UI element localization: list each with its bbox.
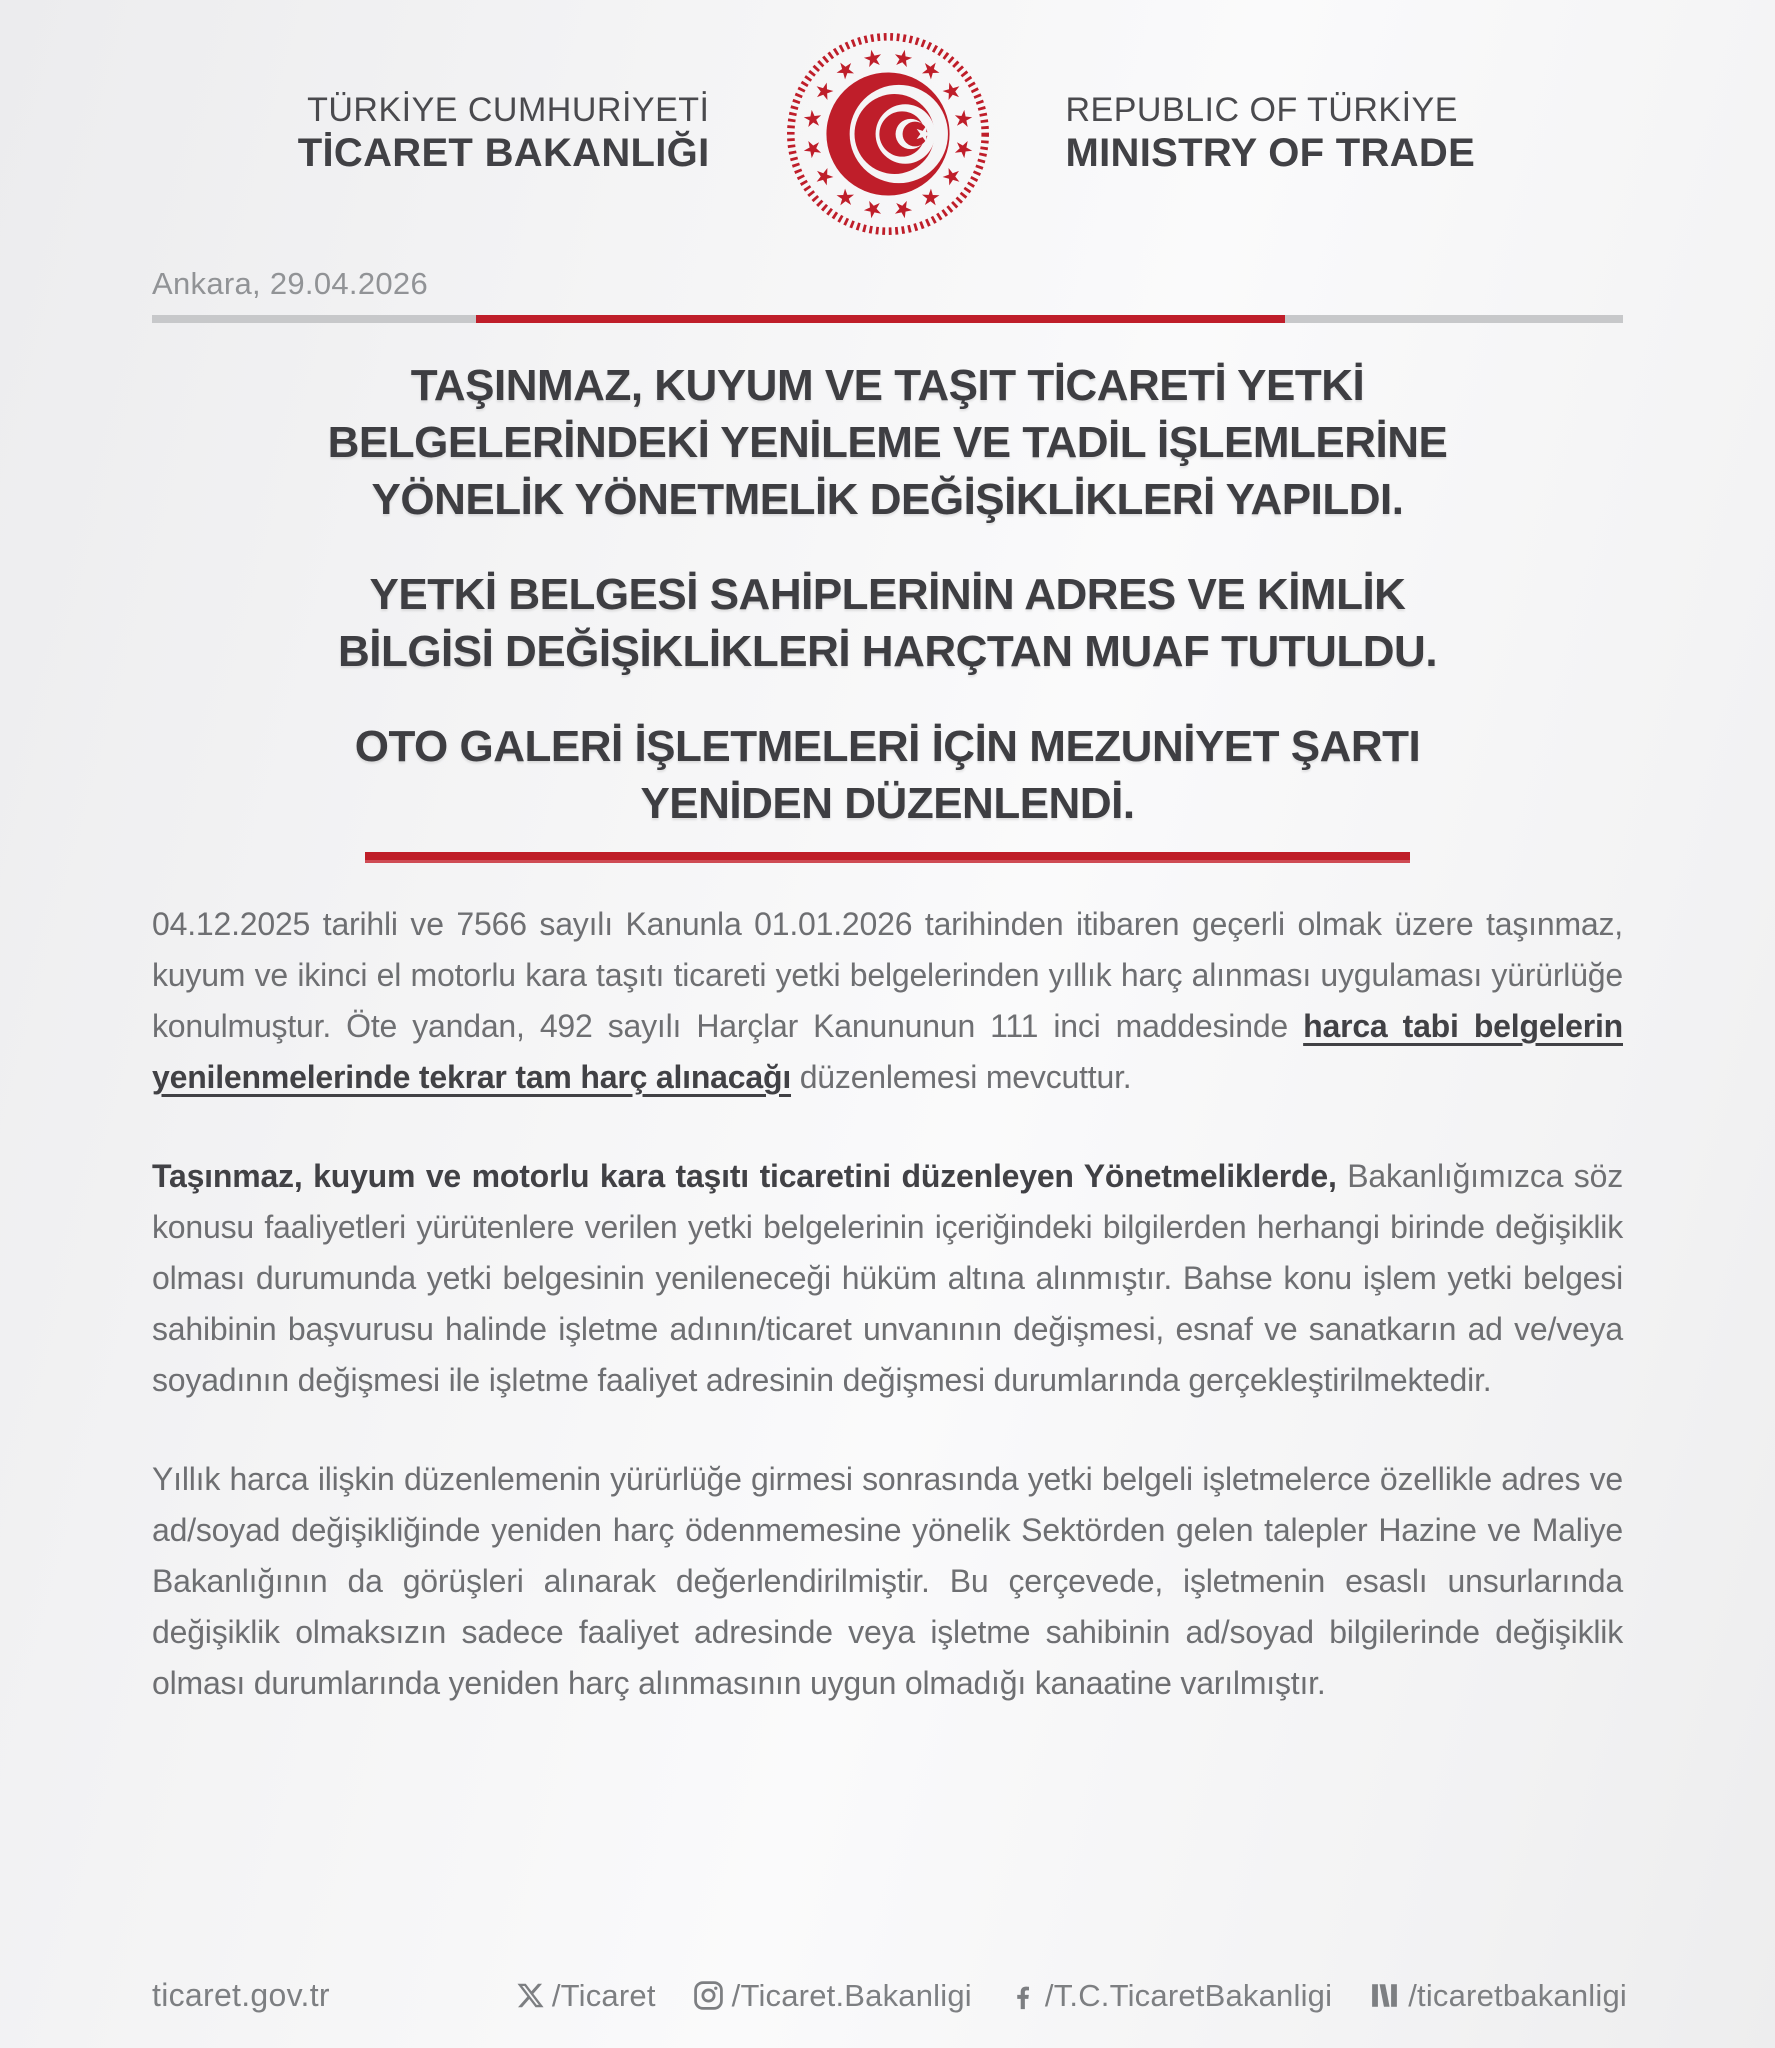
- divider-gray-right: [1285, 315, 1623, 323]
- headline-1-line-3: YÖNELİK YÖNETMELİK DEĞİŞİKLİKLERİ YAPILDI.: [371, 475, 1404, 524]
- paragraph-2-lead: Taşınmaz, kuyum ve motorlu kara taşıtı ticaretini düzenleyen Yönetmeliklerde,: [152, 1158, 1348, 1194]
- social-instagram-handle: /Ticaret.Bakanligi: [731, 1977, 972, 2013]
- headline-1: [152, 357, 1623, 528]
- headline-2: [152, 566, 1623, 680]
- website-link[interactable]: ticaret.gov.tr: [152, 1977, 330, 2013]
- social-x-handle: /Ticaret: [551, 1977, 656, 2013]
- divider-red-center: [476, 315, 1285, 323]
- org-tr-line2: TİCARET BAKANLIĞI: [297, 131, 710, 176]
- section-divider: [365, 852, 1410, 863]
- header: [0, 0, 1775, 242]
- social-nsosyal[interactable]: [1368, 1978, 1627, 2014]
- org-en-line2: MINISTRY OF TRADE: [1065, 131, 1476, 176]
- paragraph-1-emphasis: harca tabi belgelerin yenilenmelerinde tekrar tam harç alınacağı: [152, 1008, 1623, 1095]
- dateline: Ankara, 29.04.2026: [152, 266, 428, 301]
- org-name-english: [1066, 90, 1476, 177]
- social-nsosyal-handle: /ticaretbakanligi: [1408, 1977, 1627, 2013]
- headline-1-line-2: BELGELERİNDEKİ YENİLEME VE TADİL İŞLEMLERİNE: [327, 418, 1448, 467]
- ministry-of-trade-emblem-icon: [780, 26, 996, 242]
- social-links: [516, 1978, 1627, 2014]
- social-x[interactable]: [516, 1978, 656, 2014]
- headline-3: [152, 718, 1623, 832]
- org-en-line1: REPUBLIC OF TÜRKİYE: [1065, 91, 1458, 130]
- paragraph-3: [152, 1454, 1623, 1709]
- paragraph-1-text-end: düzenlemesi mevcuttur.: [791, 1059, 1132, 1095]
- social-facebook[interactable]: [1008, 1978, 1332, 2014]
- instagram-icon: [692, 1979, 725, 2012]
- paragraph-2: [152, 1151, 1623, 1406]
- divider-gray-left: [152, 315, 476, 323]
- paragraph-3-text: Yıllık harca ilişkin düzenlemenin yürürlüğe girmesi sonrasında yetki belgeli işletmelerce özellikle adres ve ad/soyad değişikliğinde yeniden harç ödenmemesine yönelik Sektörden gelen talepler Hazine ve Maliye Bakanlığının da görüşleri alınarak değerlendirilmiştir. Bu çerçevede, işletmenin esaslı unsurlarında değişiklik olmaksızın sadece faaliyet adresinde veya işletme sahibinin ad/soyad bilgilerinde değişiklik olması durumlarında yeniden harç alınmasının uygun olmadığı kanaatine varılmıştır.: [152, 1461, 1623, 1701]
- paragraph-2-text: Bakanlığımızca söz konusu faaliyetleri yürütenlere verilen yetki belgelerinin içeriğindeki bilgilerden herhangi birinde değişiklik olması durumunda yetki belgesinin yenileneceği hüküm altına alınmıştır. Bahse konu işlem yetki belgesi sahibinin başvurusu halinde işletme adının/ticaret unvanının değişmesi, esnaf ve sanatkarın ad ve/veya soyadının değişmesi ile işletme faaliyet adresinin değişmesi durumlarında gerçekleştirilmektedir.: [152, 1158, 1623, 1398]
- header-divider: [152, 315, 1623, 323]
- paragraph-1-text: 04.12.2025 tarihli ve 7566 sayılı Kanunla 01.01.2026 tarihinden itibaren geçerli olmak üzere taşınmaz, kuyum ve ikinci el motorlu kara taşıtı ticareti yetki belgelerinden yıllık harç alınması uygulaması yürürlüğe konulmuştur. Öte yandan, 492 sayılı Harçlar Kanununun 111 inci maddesinde: [152, 906, 1623, 1044]
- x-icon: [516, 1981, 545, 2010]
- org-tr-line1: TÜRKİYE CUMHURİYETİ: [307, 91, 710, 130]
- headline-3-line-2: YENİDEN DÜZENLENDİ.: [640, 779, 1135, 828]
- body-copy: [152, 899, 1623, 1709]
- facebook-icon: [1008, 1981, 1038, 2011]
- footer: [152, 1977, 1627, 2014]
- paragraph-1: [152, 899, 1623, 1103]
- org-name-turkish: [298, 90, 710, 177]
- nsosyal-icon: [1368, 1979, 1401, 2012]
- headline-2-line-1: YETKİ BELGESİ SAHİPLERİNİN ADRES VE KİMLİK: [369, 570, 1406, 619]
- headline-2-line-2: BİLGİSİ DEĞİŞİKLİKLERİ HARÇTAN MUAF TUTULDU.: [337, 627, 1438, 676]
- headline-3-line-1: OTO GALERİ İŞLETMELERİ İÇİN MEZUNİYET ŞARTI: [354, 722, 1421, 771]
- headline-1-line-1: TAŞINMAZ, KUYUM VE TAŞIT TİCARETİ YETKİ: [410, 361, 1365, 410]
- social-facebook-handle: /T.C.TicaretBakanligi: [1044, 1977, 1333, 2013]
- headline-section: [152, 357, 1623, 832]
- social-instagram[interactable]: [692, 1978, 972, 2014]
